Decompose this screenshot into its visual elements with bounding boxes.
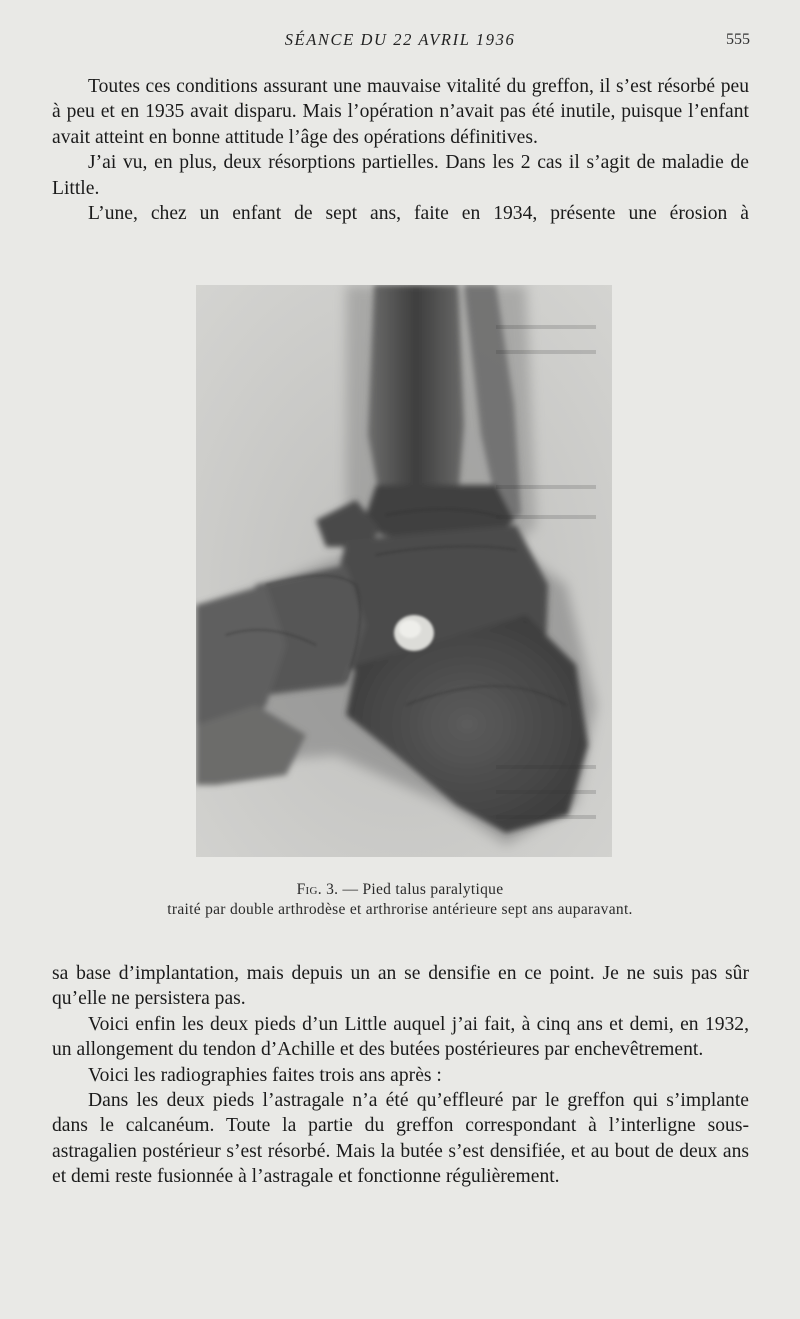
body-text-bottom	[52, 961, 749, 1190]
caption-line-2: traité par double arthrodèse et arthrorise antérieure sept ans auparavant.	[167, 901, 633, 918]
figure-label: Fig. 3.	[296, 881, 339, 898]
paragraph: Voici enfin les deux pieds d’un Little auquel j’ai fait, à cinq ans et demi, en 1932, un allongement du tendon d’Achille et des butées postérieures par enchevêtrement.	[52, 1013, 749, 1061]
paragraph: Toutes ces conditions assurant une mauvaise vitalité du greffon, il s’est résorbé peu à peu et en 1935 avait disparu. Mais l’opération n’avait pas été inutile, puisque l’enfant avait atteint en bonne attitude l’âge des opérations définitives.	[52, 76, 749, 148]
radiograph-image	[196, 285, 612, 857]
body-text-top	[52, 74, 749, 226]
radiograph-figure	[196, 285, 612, 857]
page-number: 555	[726, 31, 750, 48]
paragraph: Dans les deux pieds l’astragale n’a été qu’effleuré par le greffon qui s’implante dans le calcanéum. Toute la partie du greffon correspondant à l’interligne sous-astragalien postérieur s’est résorbé. Mais la butée s’est densifiée, et au bout de deux ans et demi reste fusionnée à l’astragale et fonctionne régulièrement.	[52, 1090, 749, 1188]
figure-caption	[60, 880, 740, 920]
running-head: SÉANCE DU 22 AVRIL 1936	[284, 30, 516, 49]
paragraph: J’ai vu, en plus, deux résorptions partielles. Dans les 2 cas il s’agit de maladie de Little.	[52, 152, 749, 199]
paragraph: sa base d’implantation, mais depuis un an se densifie en ce point. Je ne suis pas sûr qu’elle ne persistera pas.	[52, 963, 749, 1010]
paragraph: L’une, chez un enfant de sept ans, faite en 1934, présente une érosion à	[88, 203, 749, 225]
paragraph: Voici les radiographies faites trois ans après :	[88, 1064, 442, 1086]
caption-line-1	[60, 880, 740, 900]
page-header	[0, 30, 800, 56]
caption-title: — Pied talus paralytique	[342, 881, 504, 898]
